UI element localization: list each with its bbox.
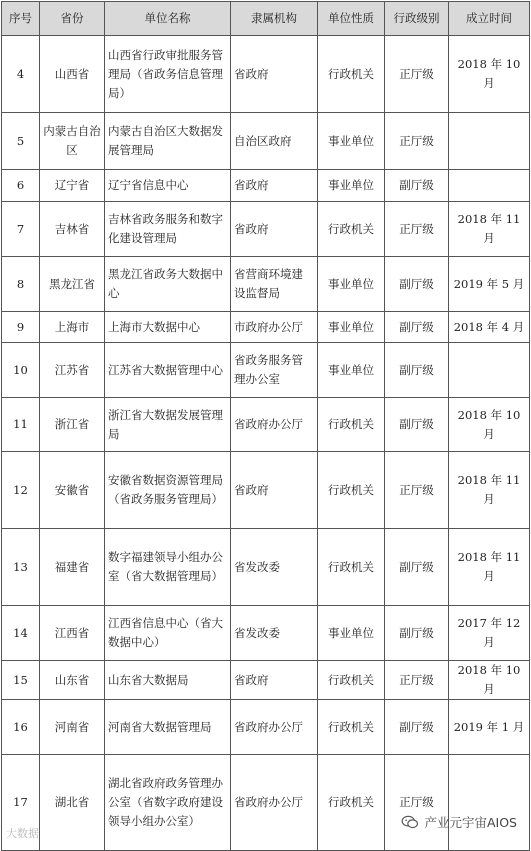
table-row — [2, 202, 530, 257]
cell-index: 13 — [2, 529, 40, 606]
cell-index: 5 — [2, 113, 40, 170]
cell-index: 15 — [2, 661, 40, 700]
cell-unit-name: 吉林省政务服务和数字化建设管理局 — [105, 202, 231, 257]
cell-parent-org: 省发改委 — [231, 606, 318, 661]
cell-unit-name: 江苏省大数据管理中心 — [105, 343, 231, 398]
cell-unit-nature: 行政机关 — [318, 661, 385, 700]
cell-parent-org: 省政府办公厅 — [231, 755, 318, 851]
cell-admin-level: 正厅级 — [385, 36, 449, 113]
table-row — [2, 257, 530, 312]
cell-unit-name: 湖北省政府政务管理办公室（省数字政府建设领导小组办公室） — [105, 755, 231, 851]
cell-parent-org: 省政府 — [231, 202, 318, 257]
cell-founded: 2018 年 11 月 — [449, 529, 530, 606]
cell-index: 6 — [2, 170, 40, 202]
cell-province: 安徽省 — [40, 452, 105, 529]
cell-admin-level: 副厅级 — [385, 257, 449, 312]
table-row — [2, 312, 530, 343]
watermark-account-name: 产业元宇宙AIOS — [424, 815, 517, 830]
cell-parent-org: 省政府 — [231, 661, 318, 700]
cell-admin-level: 正厅级 — [385, 661, 449, 700]
cell-index: 10 — [2, 343, 40, 398]
cell-province: 辽宁省 — [40, 170, 105, 202]
cell-unit-name: 浙江省大数据发展管理局 — [105, 398, 231, 452]
cell-province: 浙江省 — [40, 398, 105, 452]
header-unit-name: 单位名称 — [105, 2, 231, 36]
cell-index: 12 — [2, 452, 40, 529]
cell-founded: 2017 年 12 月 — [449, 606, 530, 661]
watermark-left: 大数据 — [6, 827, 39, 840]
cell-admin-level: 副厅级 — [385, 170, 449, 202]
cell-index: 11 — [2, 398, 40, 452]
header-index: 序号 — [2, 2, 40, 36]
header-parent-org: 隶属机构 — [231, 2, 318, 36]
cell-admin-level: 副厅级 — [385, 343, 449, 398]
cell-province: 福建省 — [40, 529, 105, 606]
header-province: 省份 — [40, 2, 105, 36]
cell-province: 山西省 — [40, 36, 105, 113]
cell-unit-nature: 行政机关 — [318, 529, 385, 606]
cell-unit-nature: 事业单位 — [318, 113, 385, 170]
cell-unit-name: 黑龙江省政务大数据中心 — [105, 257, 231, 312]
cell-unit-name: 山西省行政审批服务管理局（省政务信息管理局） — [105, 36, 231, 113]
cell-founded: 2018 年 10 月 — [449, 398, 530, 452]
cell-index: 14 — [2, 606, 40, 661]
cell-unit-nature: 行政机关 — [318, 700, 385, 755]
watermark-account — [401, 813, 517, 831]
cell-founded: 2018 年 10 月 — [449, 36, 530, 113]
cell-unit-nature: 事业单位 — [318, 257, 385, 312]
cell-unit-name: 山东省大数据局 — [105, 661, 231, 700]
cell-founded: 2018 年 11 月 — [449, 202, 530, 257]
header-unit-nature: 单位性质 — [318, 2, 385, 36]
cell-index: 4 — [2, 36, 40, 113]
cell-unit-name: 河南省大数据管理局 — [105, 700, 231, 755]
cell-founded — [449, 343, 530, 398]
cell-unit-nature: 行政机关 — [318, 202, 385, 257]
cell-admin-level: 副厅级 — [385, 606, 449, 661]
wechat-icon — [401, 815, 419, 829]
cell-unit-name: 安徽省数据资源管理局（省政务服务管理局） — [105, 452, 231, 529]
cell-province: 湖北省 — [40, 755, 105, 851]
cell-province: 江西省 — [40, 606, 105, 661]
cell-province: 吉林省 — [40, 202, 105, 257]
table-row — [2, 661, 530, 700]
cell-parent-org: 省政府办公厅 — [231, 398, 318, 452]
cell-unit-nature: 事业单位 — [318, 606, 385, 661]
cell-admin-level: 正厅级 — [385, 755, 449, 851]
table-row — [2, 170, 530, 202]
cell-province: 江苏省 — [40, 343, 105, 398]
table-row — [2, 755, 530, 851]
cell-founded: 2018 年 10 月 — [449, 661, 530, 700]
cell-province: 内蒙古自治区 — [40, 113, 105, 170]
table-row — [2, 529, 530, 606]
cell-parent-org: 省政府 — [231, 452, 318, 529]
cell-unit-nature: 事业单位 — [318, 343, 385, 398]
cell-unit-nature: 行政机关 — [318, 36, 385, 113]
table-row — [2, 606, 530, 661]
table-row — [2, 113, 530, 170]
table-row — [2, 452, 530, 529]
cell-parent-org: 自治区政府 — [231, 113, 318, 170]
cell-parent-org: 市政府办公厅 — [231, 312, 318, 343]
cell-founded: 2019 年 1 月 — [449, 700, 530, 755]
cell-admin-level: 副厅级 — [385, 312, 449, 343]
cell-index: 16 — [2, 700, 40, 755]
cell-parent-org: 省政府办公厅 — [231, 700, 318, 755]
cell-admin-level: 副厅级 — [385, 529, 449, 606]
cell-index: 7 — [2, 202, 40, 257]
cell-admin-level: 正厅级 — [385, 202, 449, 257]
cell-unit-name: 江西省信息中心（省大数据中心） — [105, 606, 231, 661]
cell-admin-level: 副厅级 — [385, 398, 449, 452]
table-row — [2, 36, 530, 113]
cell-index: 17 — [2, 755, 40, 851]
table-header-row — [2, 2, 530, 36]
cell-parent-org: 省政府 — [231, 36, 318, 113]
table-row — [2, 700, 530, 755]
cell-index: 9 — [2, 312, 40, 343]
cell-unit-name: 辽宁省信息中心 — [105, 170, 231, 202]
cell-province: 黑龙江省 — [40, 257, 105, 312]
cell-unit-nature: 事业单位 — [318, 312, 385, 343]
cell-parent-org: 省营商环境建设监督局 — [231, 257, 318, 312]
cell-parent-org: 省发改委 — [231, 529, 318, 606]
header-founded: 成立时间 — [449, 2, 530, 36]
table-row — [2, 343, 530, 398]
cell-founded — [449, 170, 530, 202]
cell-admin-level: 正厅级 — [385, 452, 449, 529]
cell-province: 山东省 — [40, 661, 105, 700]
cell-admin-level: 正厅级 — [385, 113, 449, 170]
cell-founded: 2019 年 5 月 — [449, 257, 530, 312]
cell-admin-level: 副厅级 — [385, 700, 449, 755]
cell-unit-nature: 行政机关 — [318, 452, 385, 529]
province-data-agency-table — [1, 1, 530, 851]
cell-unit-name: 内蒙古自治区大数据发展管理局 — [105, 113, 231, 170]
cell-unit-name: 上海市大数据中心 — [105, 312, 231, 343]
cell-founded: 2018 年 11 月 — [449, 452, 530, 529]
cell-unit-nature: 行政机关 — [318, 755, 385, 851]
cell-parent-org: 省政府 — [231, 170, 318, 202]
cell-founded: 2018 年 4 月 — [449, 312, 530, 343]
cell-unit-nature: 事业单位 — [318, 170, 385, 202]
cell-founded — [449, 755, 530, 851]
cell-founded — [449, 113, 530, 170]
cell-unit-nature: 行政机关 — [318, 398, 385, 452]
cell-parent-org: 省政务服务管理办公室 — [231, 343, 318, 398]
cell-province: 河南省 — [40, 700, 105, 755]
table-row — [2, 398, 530, 452]
cell-unit-name: 数字福建领导小组办公室（省大数据管理局） — [105, 529, 231, 606]
cell-index: 8 — [2, 257, 40, 312]
cell-province: 上海市 — [40, 312, 105, 343]
header-admin-level: 行政级别 — [385, 2, 449, 36]
